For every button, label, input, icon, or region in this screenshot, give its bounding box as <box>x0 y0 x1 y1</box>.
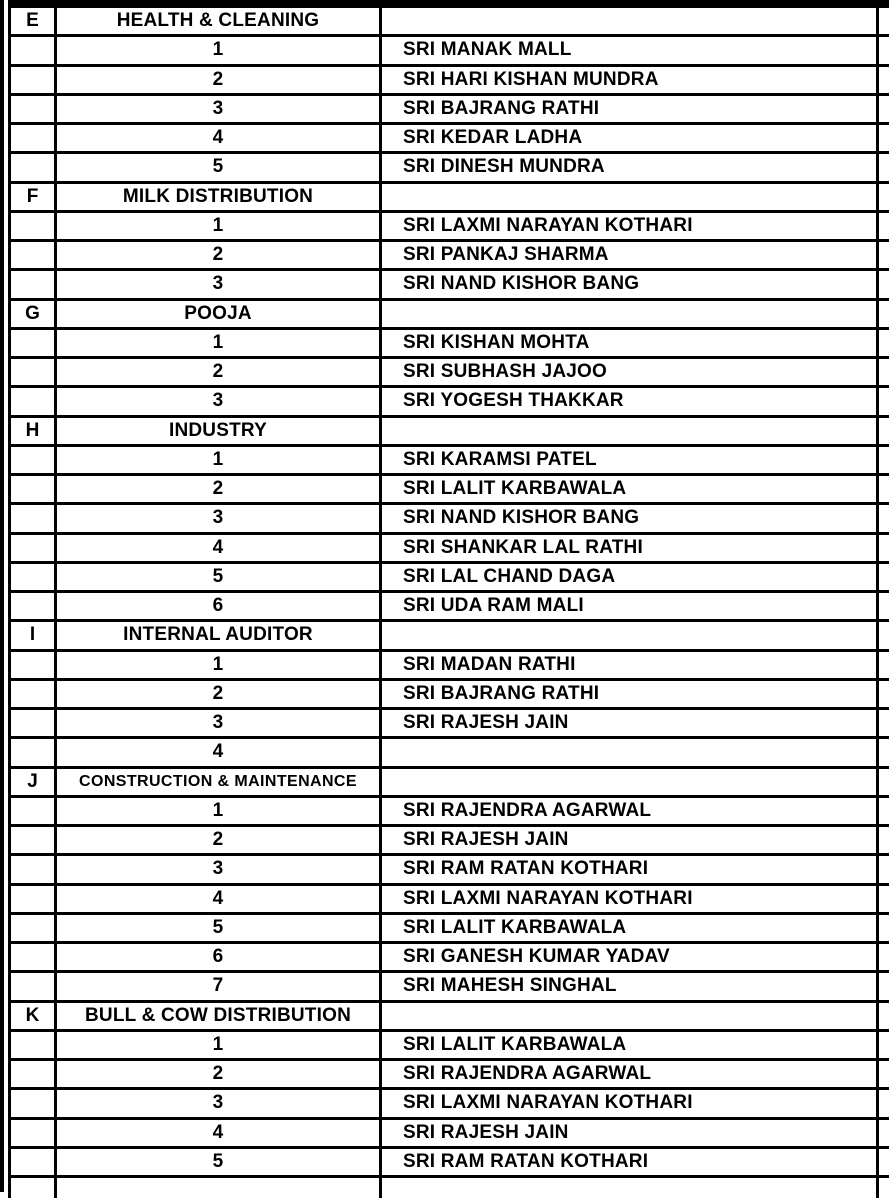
member-letter-cell-empty <box>8 856 57 882</box>
cutoff-column-cell <box>879 593 889 619</box>
member-name-cell: SRI HARI KISHAN MUNDRA <box>382 67 879 93</box>
page-left-rule <box>0 0 4 1192</box>
member-row <box>8 856 889 885</box>
member-name-cell <box>382 739 879 765</box>
member-number-cell: 4 <box>57 739 382 765</box>
section-name-cell-empty <box>382 769 879 795</box>
member-number-cell: 2 <box>57 476 382 502</box>
member-row <box>8 944 889 973</box>
member-letter-cell-empty <box>8 67 57 93</box>
cutoff-column-cell <box>879 330 889 356</box>
member-letter-cell-empty <box>8 1032 57 1058</box>
member-row <box>8 242 889 271</box>
member-number-cell: 5 <box>57 564 382 590</box>
section-title-cell: INTERNAL AUDITOR <box>57 622 382 648</box>
member-row <box>8 652 889 681</box>
section-name-cell-empty <box>382 1003 879 1029</box>
cutoff-column-cell <box>879 1061 889 1087</box>
member-name-cell: SRI LALIT KARBAWALA <box>382 915 879 941</box>
member-letter-cell-empty <box>8 125 57 151</box>
member-letter-cell-empty <box>8 359 57 385</box>
member-row <box>8 154 889 183</box>
member-row <box>8 388 889 417</box>
cutoff-column-cell <box>879 535 889 561</box>
member-name-cell: SRI DINESH MUNDRA <box>382 154 879 180</box>
member-name-cell: SRI NAND KISHOR BANG <box>382 271 879 297</box>
section-title-cell: INDUSTRY <box>57 418 382 444</box>
member-number-cell: 1 <box>57 1032 382 1058</box>
member-letter-cell-empty <box>8 652 57 678</box>
member-letter-cell-empty <box>8 37 57 63</box>
member-row <box>8 330 889 359</box>
member-number-cell: 4 <box>57 125 382 151</box>
member-row <box>8 476 889 505</box>
member-name-cell: SRI MANAK MALL <box>382 37 879 63</box>
member-name-cell: SRI YOGESH THAKKAR <box>382 388 879 414</box>
member-letter-cell-empty <box>8 827 57 853</box>
member-name-cell: SRI KARAMSI PATEL <box>382 447 879 473</box>
member-number-cell: 3 <box>57 1090 382 1116</box>
member-name-cell: SRI GANESH KUMAR YADAV <box>382 944 879 970</box>
section-title-cell: HEALTH & CLEANING <box>57 8 382 34</box>
member-name-cell: SRI RAJESH JAIN <box>382 710 879 736</box>
cutoff-column-cell <box>879 388 889 414</box>
member-name-cell-empty <box>382 1178 879 1198</box>
member-letter-cell-empty <box>8 1149 57 1175</box>
member-row <box>8 271 889 300</box>
cutoff-column-cell <box>879 184 889 210</box>
member-name-cell: SRI SHANKAR LAL RATHI <box>382 535 879 561</box>
cutoff-column-cell <box>879 1090 889 1116</box>
section-name-cell-empty <box>382 622 879 648</box>
member-number-cell: 4 <box>57 1120 382 1146</box>
member-name-cell: SRI KEDAR LADHA <box>382 125 879 151</box>
member-number-cell: 2 <box>57 242 382 268</box>
member-name-cell: SRI RAJESH JAIN <box>382 827 879 853</box>
member-number-cell: 3 <box>57 96 382 122</box>
cutoff-column-cell <box>879 652 889 678</box>
member-name-cell: SRI PANKAJ SHARMA <box>382 242 879 268</box>
member-row <box>8 447 889 476</box>
member-name-cell: SRI LAXMI NARAYAN KOTHARI <box>382 213 879 239</box>
section-name-cell-empty <box>382 184 879 210</box>
member-letter-cell-empty <box>8 271 57 297</box>
member-letter-cell-empty <box>8 535 57 561</box>
member-name-cell: SRI RAJENDRA AGARWAL <box>382 1061 879 1087</box>
section-letter-cell: I <box>8 622 57 648</box>
cutoff-column-cell <box>879 271 889 297</box>
member-number-cell: 1 <box>57 798 382 824</box>
member-number-cell: 4 <box>57 535 382 561</box>
member-name-cell: SRI LALIT KARBAWALA <box>382 1032 879 1058</box>
member-row <box>8 710 889 739</box>
section-name-cell-empty <box>382 418 879 444</box>
member-letter-cell-empty <box>8 154 57 180</box>
cutoff-column-cell <box>879 418 889 444</box>
section-letter-cell: G <box>8 301 57 327</box>
cutoff-column-cell <box>879 447 889 473</box>
section-header-row <box>8 1003 889 1032</box>
member-number-cell: 2 <box>57 1061 382 1087</box>
cutoff-column-cell <box>879 856 889 882</box>
member-number-cell: 2 <box>57 67 382 93</box>
member-row <box>8 505 889 534</box>
member-number-cell: 3 <box>57 710 382 736</box>
member-number-cell: 1 <box>57 447 382 473</box>
member-name-cell: SRI RAM RATAN KOTHARI <box>382 1149 879 1175</box>
cutoff-column-cell <box>879 125 889 151</box>
member-letter-cell-empty <box>8 388 57 414</box>
member-letter-cell-empty <box>8 681 57 707</box>
member-row <box>8 125 889 154</box>
cutoff-column-cell <box>879 827 889 853</box>
cutoff-column-cell <box>879 37 889 63</box>
section-title-cell: CONSTRUCTION & MAINTENANCE <box>57 769 382 795</box>
cutoff-column-cell <box>879 301 889 327</box>
member-number-cell: 3 <box>57 271 382 297</box>
member-row <box>8 739 889 768</box>
member-number-cell: 5 <box>57 1149 382 1175</box>
member-row <box>8 973 889 1002</box>
member-number-cell: 1 <box>57 213 382 239</box>
member-number-cell: 3 <box>57 388 382 414</box>
member-number-cell-empty <box>57 1178 382 1198</box>
member-letter-cell-empty <box>8 973 57 999</box>
section-title-cell: POOJA <box>57 301 382 327</box>
member-number-cell: 6 <box>57 593 382 619</box>
cutoff-column-cell <box>879 622 889 648</box>
cutoff-column-cell <box>879 242 889 268</box>
cutoff-column-cell <box>879 154 889 180</box>
member-letter-cell-empty <box>8 564 57 590</box>
member-row <box>8 593 889 622</box>
member-row <box>8 564 889 593</box>
member-row <box>8 886 889 915</box>
member-row <box>8 96 889 125</box>
section-title-cell: MILK DISTRIBUTION <box>57 184 382 210</box>
cutoff-column-cell <box>879 1120 889 1146</box>
member-name-cell: SRI MAHESH SINGHAL <box>382 973 879 999</box>
member-number-cell: 5 <box>57 154 382 180</box>
member-row <box>8 67 889 96</box>
member-letter-cell-empty <box>8 1061 57 1087</box>
section-letter-cell: F <box>8 184 57 210</box>
section-letter-cell: H <box>8 418 57 444</box>
section-header-row <box>8 769 889 798</box>
member-row <box>8 681 889 710</box>
member-row <box>8 535 889 564</box>
cutoff-column-cell <box>879 1032 889 1058</box>
member-name-cell: SRI RAJENDRA AGARWAL <box>382 798 879 824</box>
member-number-cell: 2 <box>57 359 382 385</box>
member-row <box>8 915 889 944</box>
cutoff-column-cell <box>879 1003 889 1029</box>
member-letter-cell-empty <box>8 944 57 970</box>
member-letter-cell-empty <box>8 798 57 824</box>
member-name-cell: SRI UDA RAM MALI <box>382 593 879 619</box>
member-number-cell: 2 <box>57 827 382 853</box>
member-name-cell: SRI RAJESH JAIN <box>382 1120 879 1146</box>
cutoff-column-cell <box>879 739 889 765</box>
cutoff-column-cell <box>879 886 889 912</box>
section-letter-cell: K <box>8 1003 57 1029</box>
section-name-cell-empty <box>382 301 879 327</box>
cutoff-column-cell <box>879 359 889 385</box>
member-letter-cell-empty <box>8 886 57 912</box>
section-letter-cell: E <box>8 8 57 34</box>
section-header-row <box>8 8 889 37</box>
member-letter-cell-empty <box>8 505 57 531</box>
member-letter-cell-empty <box>8 96 57 122</box>
member-row <box>8 798 889 827</box>
member-name-cell: SRI LAL CHAND DAGA <box>382 564 879 590</box>
section-title-cell: BULL & COW DISTRIBUTION <box>57 1003 382 1029</box>
member-letter-cell-empty <box>8 242 57 268</box>
member-number-cell: 3 <box>57 505 382 531</box>
member-letter-cell-empty <box>8 739 57 765</box>
cutoff-column-cell <box>879 505 889 531</box>
member-number-cell: 6 <box>57 944 382 970</box>
cutoff-column-cell <box>879 681 889 707</box>
cutoff-column-cell <box>879 67 889 93</box>
member-row <box>8 213 889 242</box>
member-number-cell: 7 <box>57 973 382 999</box>
member-row <box>8 1120 889 1149</box>
cutoff-column-cell <box>879 769 889 795</box>
member-row <box>8 1090 889 1119</box>
cutoff-column-cell <box>879 476 889 502</box>
member-letter-cell-empty <box>8 330 57 356</box>
member-name-cell: SRI BAJRANG RATHI <box>382 96 879 122</box>
cutoff-column-cell <box>879 973 889 999</box>
member-name-cell: SRI SUBHASH JAJOO <box>382 359 879 385</box>
section-name-cell-empty <box>382 8 879 34</box>
member-name-cell: SRI KISHAN MOHTA <box>382 330 879 356</box>
cutoff-column-cell <box>879 1149 889 1175</box>
section-header-row <box>8 184 889 213</box>
member-number-cell: 5 <box>57 915 382 941</box>
member-letter-cell-empty <box>8 593 57 619</box>
committee-table <box>8 0 889 1198</box>
member-row <box>8 1032 889 1061</box>
cutoff-column-cell <box>879 944 889 970</box>
member-number-cell: 4 <box>57 886 382 912</box>
member-row <box>8 37 889 66</box>
member-letter-cell-empty <box>8 710 57 736</box>
member-name-cell: SRI NAND KISHOR BANG <box>382 505 879 531</box>
member-number-cell: 2 <box>57 681 382 707</box>
member-letter-cell-empty <box>8 915 57 941</box>
trailing-partial-row <box>8 1178 889 1198</box>
section-header-row <box>8 622 889 651</box>
member-letter-cell-empty <box>8 1178 57 1198</box>
member-name-cell: SRI LAXMI NARAYAN KOTHARI <box>382 886 879 912</box>
cutoff-column-cell <box>879 564 889 590</box>
cutoff-column-cell <box>879 96 889 122</box>
member-letter-cell-empty <box>8 213 57 239</box>
member-letter-cell-empty <box>8 447 57 473</box>
cutoff-column-cell <box>879 710 889 736</box>
member-row <box>8 1061 889 1090</box>
member-letter-cell-empty <box>8 1090 57 1116</box>
member-name-cell: SRI RAM RATAN KOTHARI <box>382 856 879 882</box>
member-name-cell: SRI LAXMI NARAYAN KOTHARI <box>382 1090 879 1116</box>
cutoff-column-cell <box>879 8 889 34</box>
cutoff-column-cell <box>879 1178 889 1198</box>
member-name-cell: SRI BAJRANG RATHI <box>382 681 879 707</box>
member-letter-cell-empty <box>8 1120 57 1146</box>
member-number-cell: 1 <box>57 330 382 356</box>
member-row <box>8 1149 889 1178</box>
member-number-cell: 1 <box>57 37 382 63</box>
member-number-cell: 1 <box>57 652 382 678</box>
cutoff-column-cell <box>879 798 889 824</box>
cutoff-column-cell <box>879 213 889 239</box>
member-row <box>8 827 889 856</box>
cutoff-column-cell <box>879 915 889 941</box>
section-header-row <box>8 418 889 447</box>
member-number-cell: 3 <box>57 856 382 882</box>
member-row <box>8 359 889 388</box>
section-header-row <box>8 301 889 330</box>
section-letter-cell: J <box>8 769 57 795</box>
member-name-cell: SRI MADAN RATHI <box>382 652 879 678</box>
member-letter-cell-empty <box>8 476 57 502</box>
member-name-cell: SRI LALIT KARBAWALA <box>382 476 879 502</box>
